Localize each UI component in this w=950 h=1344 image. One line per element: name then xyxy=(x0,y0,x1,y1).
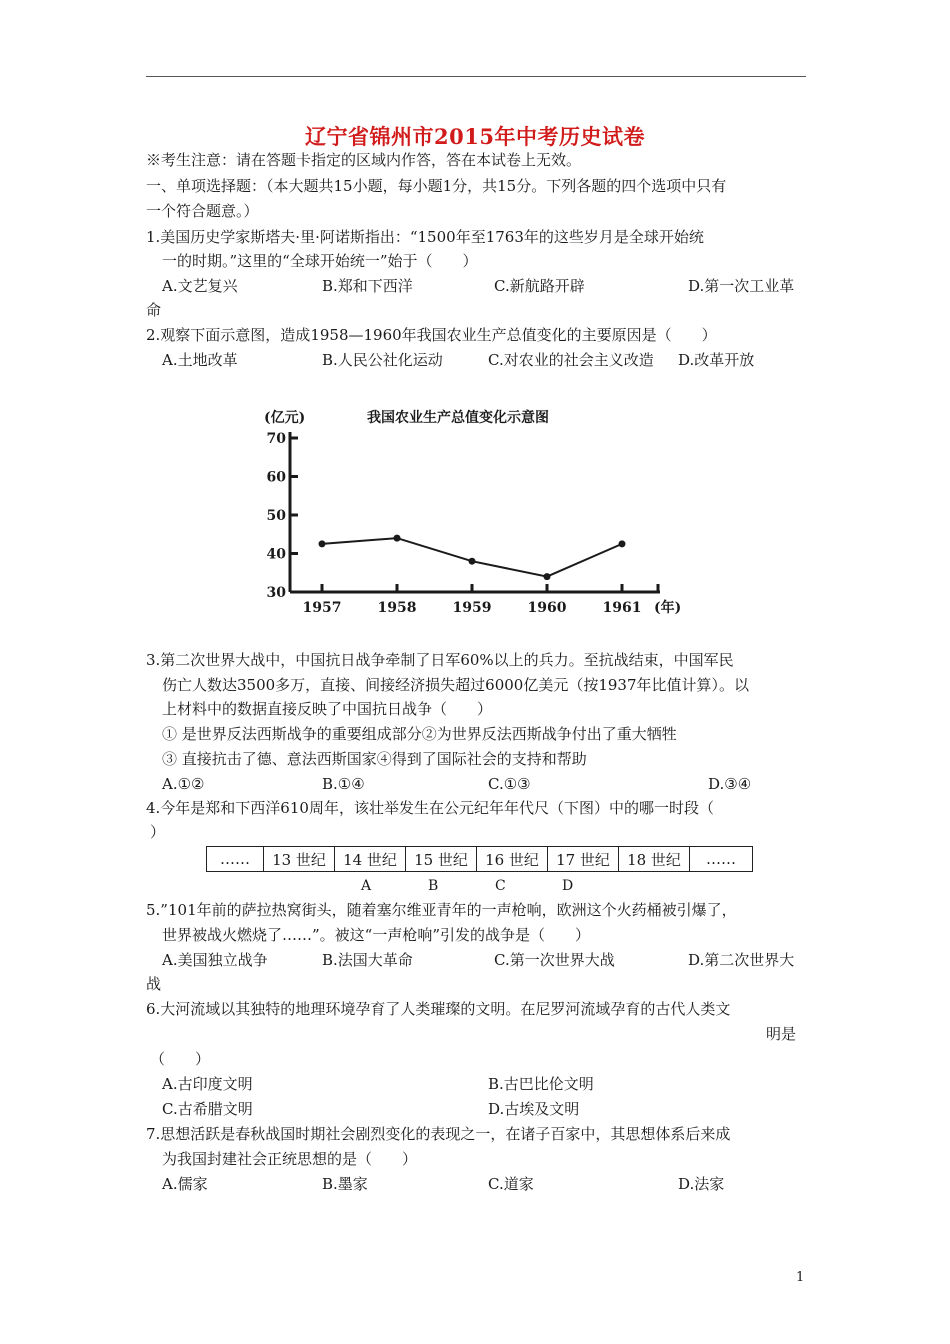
q2-option-a: A.土地改革 xyxy=(162,351,238,369)
section-intro-line2: 一个符合题意。） xyxy=(146,202,259,220)
data-point xyxy=(394,535,401,542)
q4-stem-line2: ） xyxy=(150,823,166,841)
page-number: 1 xyxy=(796,1270,805,1285)
timeline-cell: 18 世纪 xyxy=(619,847,690,872)
q7-option-a: A.儒家 xyxy=(162,1175,208,1193)
q7-stem-line1: 7.思想活跃是春秋战国时期社会剧烈变化的表现之一，在诸子百家中，其思想体系后来成 xyxy=(146,1125,731,1143)
q5-option-a: A.美国独立战争 xyxy=(162,951,268,969)
q2-option-b: B.人民公社化运动 xyxy=(322,351,443,369)
section-intro-line1: 一、单项选择题：（本大题共15小题，每小题1分，共15分。下列各题的四个选项中只有 xyxy=(146,177,727,195)
chart-y-ticks xyxy=(267,431,298,601)
q6-stem-line2: 明是 xyxy=(766,1025,797,1043)
header-rule xyxy=(146,76,806,77)
x-tick-label: 1958 xyxy=(377,600,417,616)
era-timeline xyxy=(206,846,753,872)
q3-statement-line2: ③ 直接抗击了德、意法西斯国家④得到了国际社会的支持和帮助 xyxy=(162,750,587,768)
chart-x-ticks xyxy=(303,584,658,616)
chart-series-line xyxy=(322,538,622,577)
q3-option-b: B.①④ xyxy=(322,775,365,793)
series-line xyxy=(322,538,622,577)
timeline-cell: 16 世纪 xyxy=(477,847,548,872)
q7-option-c: C.道家 xyxy=(488,1175,534,1193)
y-tick-label: 40 xyxy=(266,546,286,563)
q3-option-c: C.①③ xyxy=(488,775,531,793)
timeline-cell: …… xyxy=(207,847,264,872)
chart-axes xyxy=(290,432,660,592)
timeline-marker-d: D xyxy=(562,878,574,894)
q1-stem-line1: 1.美国历史学家斯塔夫·里·阿诺斯指出：“1500年至1763年的这些岁月是全球开始统 xyxy=(146,228,704,246)
q1-option-c: C.新航路开辟 xyxy=(494,277,585,295)
timeline-cell: 13 世纪 xyxy=(264,847,335,872)
q6-option-c: C.古希腊文明 xyxy=(162,1100,253,1118)
data-point xyxy=(319,540,326,547)
timeline-cell: 15 世纪 xyxy=(406,847,477,872)
q1-stem-line2: 一的时期。”这里的“全球开始统一”始于（ ） xyxy=(162,252,478,270)
q1-option-d-wrap: 命 xyxy=(146,301,162,319)
notice: ※考生注意：请在答题卡指定的区域内作答，答在本试卷上无效。 xyxy=(146,151,582,169)
data-point xyxy=(619,540,626,547)
q3-stem-line2: 伤亡人数达3500多万，直接、间接经济损失超过6000亿美元（按1937年比值计算）。以 xyxy=(162,676,750,694)
q2-option-c: C.对农业的社会主义改造 xyxy=(488,351,654,369)
q4-stem-line1: 4.今年是郑和下西洋610周年，该壮举发生在公元纪年年代尺（下图）中的哪一时段（ xyxy=(146,799,714,817)
x-tick-label: 1960 xyxy=(527,600,567,616)
timeline-marker-b: B xyxy=(428,878,439,894)
y-tick-label: 30 xyxy=(266,585,286,601)
q7-option-d: D.法家 xyxy=(678,1175,725,1193)
timeline-marker-a: A xyxy=(361,878,372,894)
q1-option-b: B.郑和下西洋 xyxy=(322,277,413,295)
q7-option-b: B.墨家 xyxy=(322,1175,368,1193)
timeline-marker-c: C xyxy=(495,878,506,894)
data-point xyxy=(544,573,551,580)
timeline-cell: 14 世纪 xyxy=(335,847,406,872)
q5-option-b: B.法国大革命 xyxy=(322,951,413,969)
timeline-cell: …… xyxy=(690,847,753,872)
x-tick-label: 1957 xyxy=(302,600,342,616)
x-tick-label: 1959 xyxy=(452,600,492,616)
q3-option-a: A.①② xyxy=(162,775,205,793)
q3-statement-line1: ① 是世界反法西斯战争的重要组成部分②为世界反法西斯战争付出了重大牺牲 xyxy=(162,725,677,743)
q5-option-d-wrap: 战 xyxy=(146,975,162,993)
q6-option-d: D.古埃及文明 xyxy=(488,1100,580,1118)
q6-stem-line3: （ ） xyxy=(150,1050,211,1068)
chart-x-unit: (年) xyxy=(654,600,682,616)
y-tick-label: 60 xyxy=(266,469,286,486)
chart-unit-label: (亿元) xyxy=(264,410,306,426)
x-tick-label: 1961 xyxy=(602,600,642,616)
q3-stem-line3: 上材料中的数据直接反映了中国抗日战争（ ） xyxy=(162,700,493,718)
timeline-cell: 17 世纪 xyxy=(548,847,619,872)
exam-title: 辽宁省锦州市2015年中考历史试卷 xyxy=(305,124,645,149)
q5-option-c: C.第一次世界大战 xyxy=(494,951,615,969)
q6-stem-line1: 6.大河流域以其独特的地理环境孕育了人类璀璨的文明。在尼罗河流域孕育的古代人类文 xyxy=(146,1000,731,1018)
q6-option-b: B.古巴比伦文明 xyxy=(488,1075,594,1093)
q1-option-d: D.第一次工业革 xyxy=(688,277,795,295)
q6-option-a: A.古印度文明 xyxy=(162,1075,253,1093)
q3-stem-line1: 3.第二次世界大战中，中国抗日战争牵制了日军60%以上的兵力。至抗战结束，中国军民 xyxy=(146,651,734,669)
agri-output-chart xyxy=(262,402,692,622)
q2-option-d: D.改革开放 xyxy=(678,351,755,369)
y-tick-label: 70 xyxy=(266,431,286,447)
data-point xyxy=(469,558,476,565)
q5-stem-line2: 世界被战火燃烧了……”。被这“一声枪响”引发的战争是（ ） xyxy=(162,926,591,944)
q7-stem-line2: 为我国封建社会正统思想的是（ ） xyxy=(162,1150,418,1168)
q3-option-d: D.③④ xyxy=(708,775,752,793)
q1-option-a: A.文艺复兴 xyxy=(162,277,238,295)
chart-title: 我国农业生产总值变化示意图 xyxy=(367,410,549,426)
y-tick-label: 50 xyxy=(266,508,286,524)
q5-option-d: D.第二次世界大 xyxy=(688,951,795,969)
q2-stem: 2.观察下面示意图，造成1958—1960年我国农业生产总值变化的主要原因是（ ） xyxy=(146,326,717,344)
q5-stem-line1: 5.”101年前的萨拉热窝街头，随着塞尔维亚青年的一声枪响，欧洲这个火药桶被引爆了， xyxy=(146,901,737,919)
